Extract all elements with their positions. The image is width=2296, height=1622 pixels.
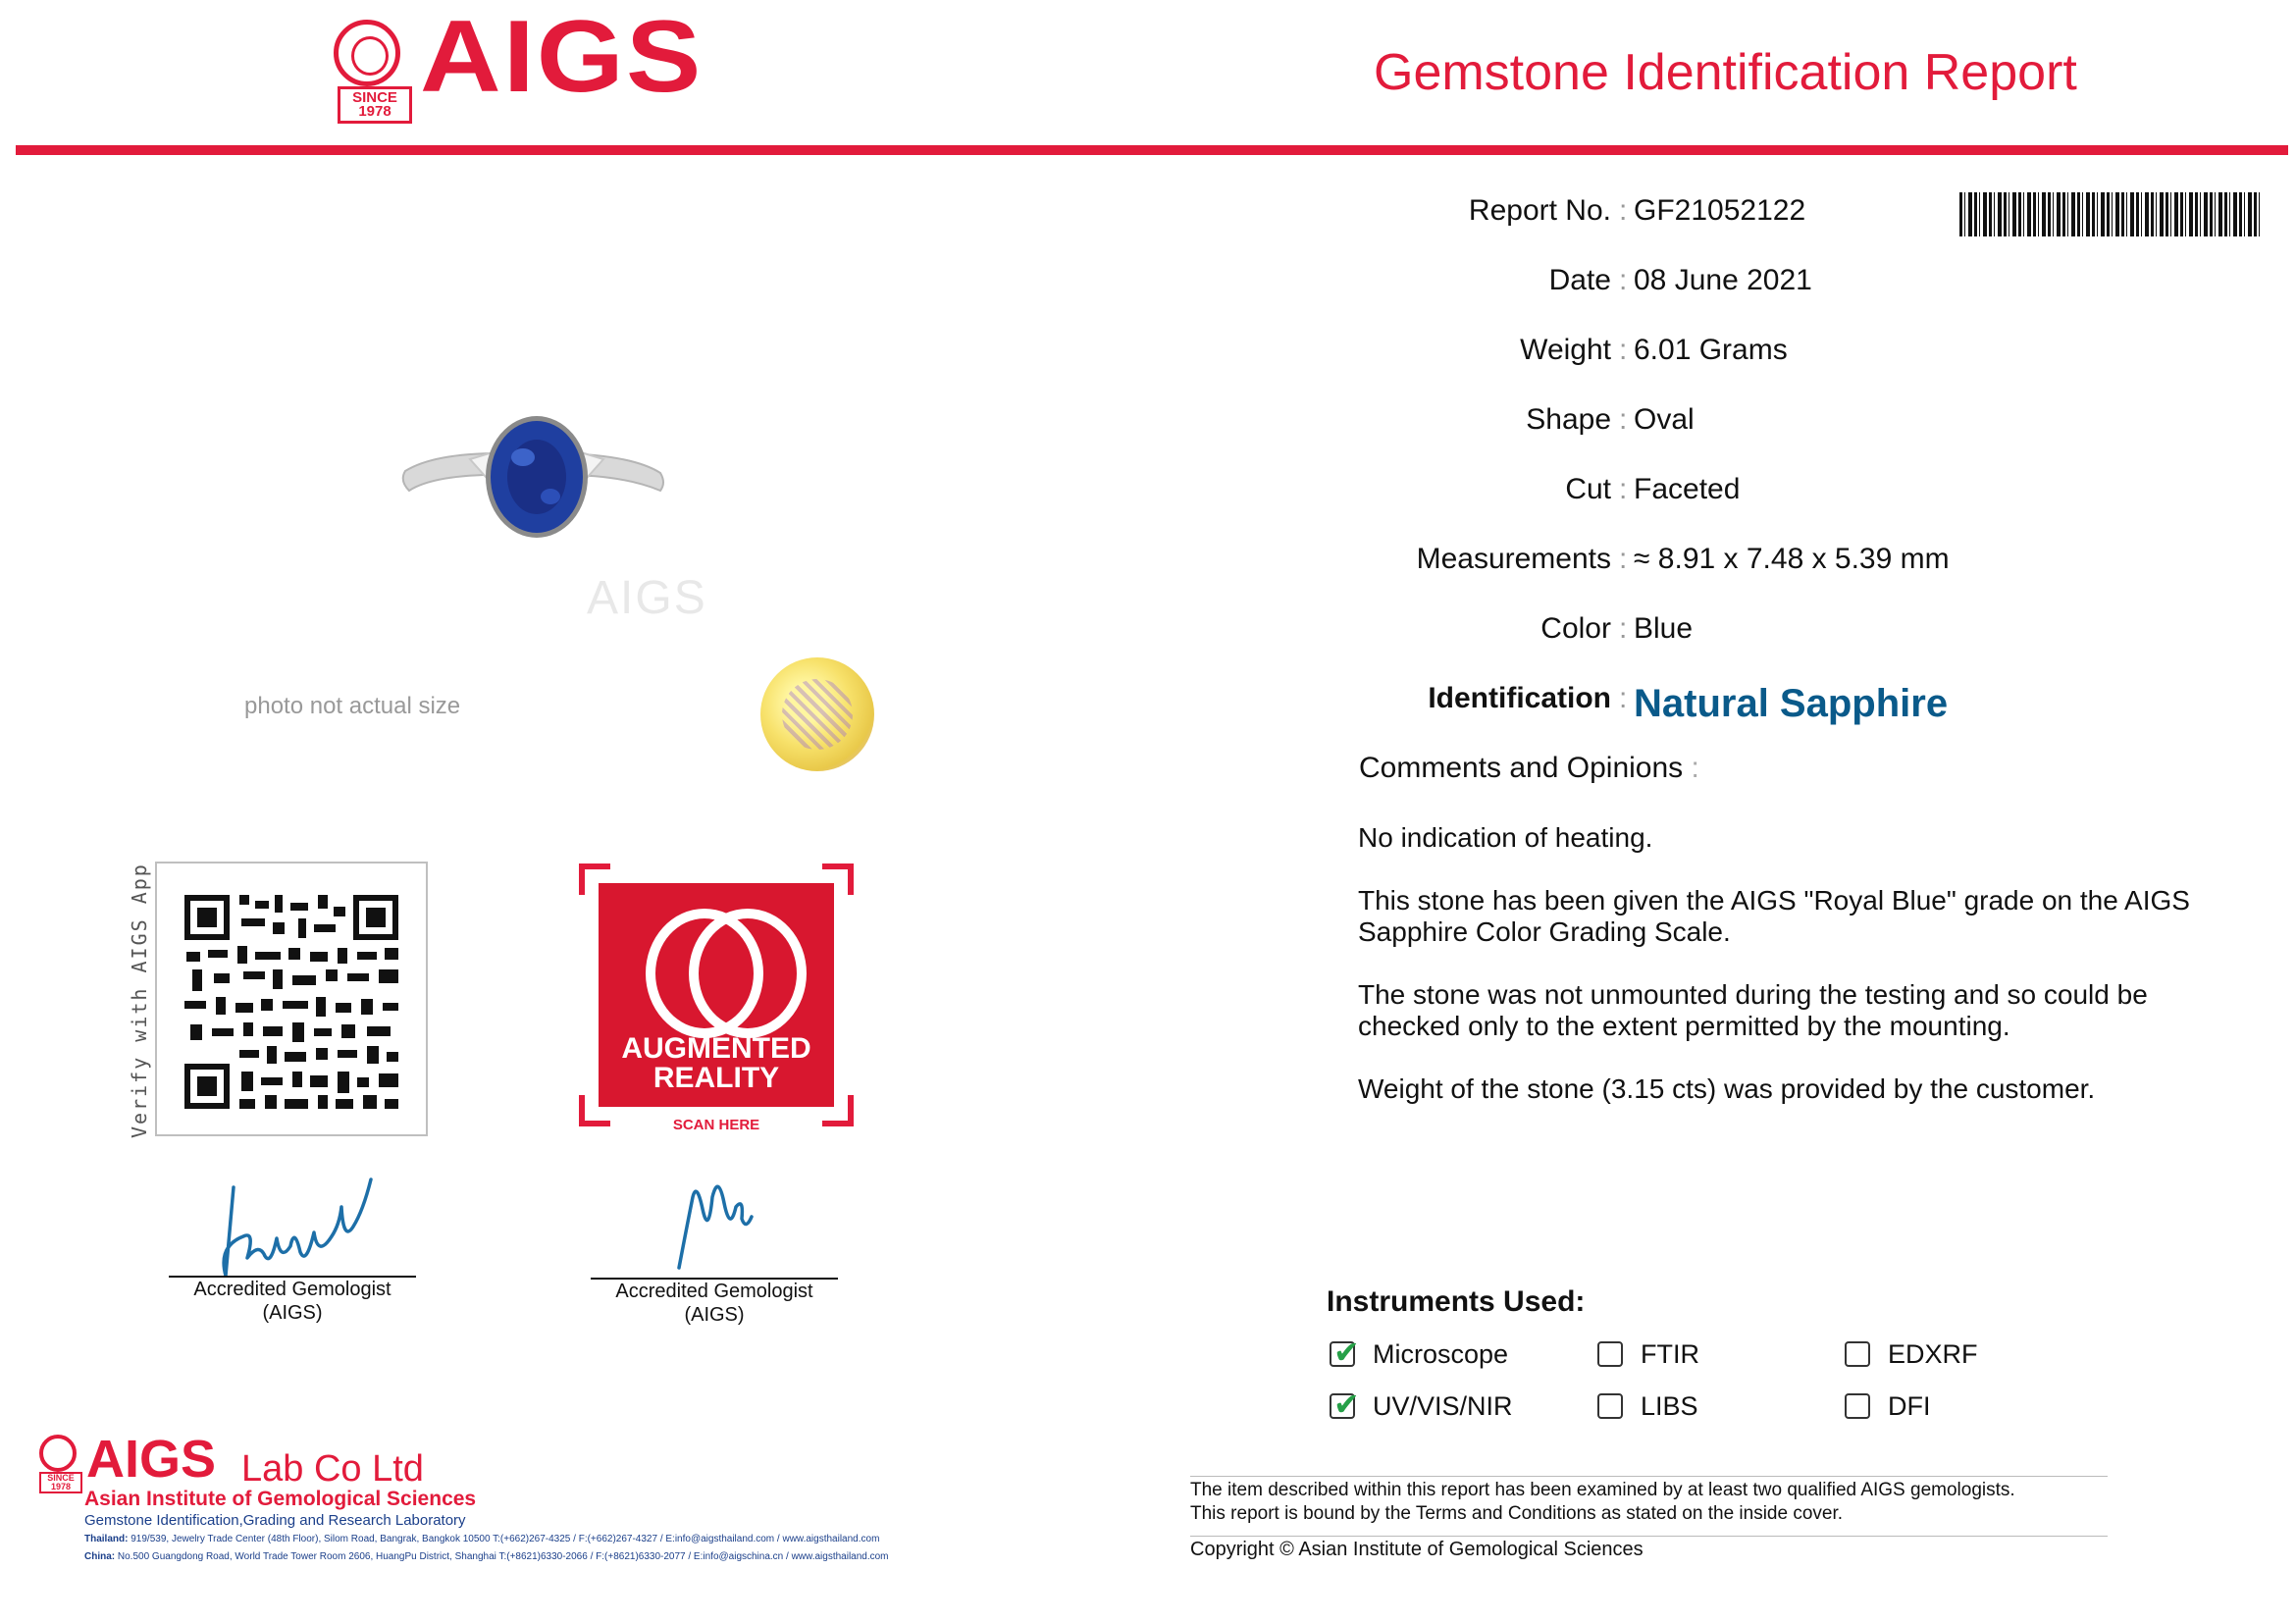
comment-item: Weight of the stone (3.15 cts) was provided by the customer. <box>1358 1073 2096 1104</box>
disclaimer-divider <box>1190 1476 2108 1477</box>
instrument-label: LIBS <box>1641 1390 1698 1421</box>
field-value-color: Blue <box>1634 612 1694 645</box>
field-label-shape: Shape <box>1526 403 1611 436</box>
instrument-label: EDXRF <box>1888 1338 1978 1369</box>
checkbox-unchecked-icon[interactable] <box>1597 1341 1623 1367</box>
field-label-weight: Weight <box>1520 334 1611 366</box>
instrument-label: DFI <box>1888 1390 1931 1421</box>
field-label-date: Date <box>1548 264 1611 296</box>
footer-seal-icon <box>39 1435 77 1472</box>
field-colon: : <box>1619 473 1628 505</box>
checkbox-unchecked-icon[interactable] <box>1597 1393 1623 1419</box>
field-value-report-no: GF21052122 <box>1634 194 1806 227</box>
signature-org: (AIGS) <box>262 1302 323 1324</box>
field-value-shape: Oval <box>1634 403 1695 436</box>
instrument-label: UV/VIS/NIR <box>1373 1390 1513 1421</box>
disclaimer-line: This report is bound by the Terms and Conditions as stated on the inside cover. <box>1190 1503 1844 1524</box>
disclaimer-line: The item described within this report has been examined by at least two qualified AIGS gemologists. <box>1190 1480 2015 1500</box>
field-label-measurements: Measurements <box>1416 543 1611 575</box>
signature-caption <box>169 1278 416 1325</box>
footer-lab-name: Lab Co Ltd <box>241 1448 424 1490</box>
footer-institute: Asian Institute of Gemological Sciences <box>84 1488 477 1510</box>
footer-since-badge: SINCE 1978 <box>39 1472 82 1493</box>
gemstone-photo <box>397 402 672 549</box>
signature-2 <box>657 1168 775 1276</box>
signature-role: Accredited Gemologist <box>615 1281 813 1302</box>
signature-1 <box>196 1168 392 1285</box>
ar-panel <box>599 883 834 1107</box>
field-label-report-no: Report No. <box>1468 194 1611 227</box>
instrument-ftir[interactable] <box>1597 1336 1699 1372</box>
field-colon: : <box>1619 682 1628 714</box>
footer-subtitle: Gemstone Identification,Grading and Research Laboratory <box>84 1512 466 1529</box>
checkbox-unchecked-icon[interactable] <box>1845 1341 1870 1367</box>
signature-role: Accredited Gemologist <box>193 1279 391 1300</box>
footer-address-china <box>84 1551 889 1562</box>
instrument-microscope[interactable] <box>1330 1336 1508 1372</box>
signature-caption <box>591 1280 838 1327</box>
instrument-label: Microscope <box>1373 1338 1509 1369</box>
qr-code-icon[interactable] <box>157 863 426 1134</box>
instrument-libs[interactable] <box>1597 1388 1698 1424</box>
checkbox-checked-icon[interactable] <box>1330 1341 1355 1367</box>
photo-watermark: AIGS <box>587 572 707 624</box>
instruments-heading: Instruments Used: <box>1327 1285 1586 1318</box>
logo-since-badge: SINCE 1978 <box>338 86 412 124</box>
field-label-cut: Cut <box>1565 473 1611 505</box>
report-title: Gemstone Identification Report <box>1374 44 2077 101</box>
copyright-text: Copyright © Asian Institute of Gemological Sciences <box>1190 1539 1644 1560</box>
ar-title <box>599 1034 834 1093</box>
verify-app-label: Verify with AIGS App <box>128 863 151 1138</box>
ar-title-line1: AUGMENTED <box>621 1032 811 1065</box>
comments-colon: : <box>1683 752 1699 784</box>
comment-item: No indication of heating. <box>1358 822 1653 853</box>
footer-country-label: Thailand: <box>84 1534 129 1544</box>
comment-item: This stone has been given the AIGS "Royal Blue" grade on the AIGS Sapphire Color Grading Scale. <box>1358 885 2190 947</box>
footer-address-text: No.500 Guangdong Road, World Trade Tower Room 2606, HuangPu District, Shanghai T:(+8621)6330-2066 / F:(+8621)6330-2077 / E:info@aigschina.cn / www.aigsthailand.com <box>117 1551 889 1562</box>
instrument-edxrf[interactable] <box>1845 1336 1978 1372</box>
identification-label: Identification <box>1428 682 1611 714</box>
field-value-date: 08 June 2021 <box>1634 264 1812 296</box>
header-divider <box>16 145 2288 155</box>
identification-value: Natural Sapphire <box>1634 682 1949 725</box>
footer-address-thailand <box>84 1534 879 1544</box>
comments-heading <box>1359 752 1699 785</box>
field-colon: : <box>1619 543 1628 575</box>
field-colon: : <box>1619 612 1628 645</box>
ar-title-line2: REALITY <box>652 1062 780 1094</box>
field-colon: : <box>1619 334 1628 366</box>
instrument-label: FTIR <box>1641 1338 1699 1369</box>
checkbox-unchecked-icon[interactable] <box>1845 1393 1870 1419</box>
field-colon: : <box>1619 403 1628 436</box>
footer-brand: AIGS <box>86 1430 217 1489</box>
ring-icon <box>689 909 807 1038</box>
comments-heading-text: Comments and Opinions <box>1359 752 1684 784</box>
aigs-seal-icon <box>334 20 400 86</box>
checkbox-checked-icon[interactable] <box>1330 1393 1355 1419</box>
instrument-uv-vis-nir[interactable] <box>1330 1388 1513 1424</box>
field-value-measurements: ≈ 8.91 x 7.48 x 5.39 mm <box>1634 543 1950 575</box>
scan-here-label: SCAN HERE <box>672 1117 760 1133</box>
photo-caption: photo not actual size <box>244 693 461 719</box>
field-value-weight: 6.01 Grams <box>1634 334 1788 366</box>
instrument-dfi[interactable] <box>1845 1388 1931 1424</box>
signature-org: (AIGS) <box>684 1304 745 1326</box>
footer-address-text: 919/539, Jewelry Trade Center (48th Floor), Silom Road, Bangrak, Bangkok 10500 T:(+662)267-4325 / F:(+662)267-4327 / E:info@aigsthailand.com / www.aigsthailand.com <box>130 1534 880 1544</box>
field-colon: : <box>1619 264 1628 296</box>
barcode <box>1959 192 2261 236</box>
comment-item: The stone was not unmounted during the testing and so could be checked only to the extent permitted by the mounting. <box>1358 979 2148 1041</box>
field-colon: : <box>1619 194 1628 227</box>
disclaimer-divider <box>1190 1536 2108 1537</box>
aigs-logo: AIGS <box>420 0 704 114</box>
augmented-reality-badge[interactable] <box>579 863 854 1138</box>
field-value-cut: Faceted <box>1634 473 1741 505</box>
hologram-seal-icon <box>760 657 874 771</box>
field-label-color: Color <box>1540 612 1611 645</box>
qr-code-frame[interactable] <box>155 862 428 1136</box>
footer-country-label: China: <box>84 1551 116 1562</box>
